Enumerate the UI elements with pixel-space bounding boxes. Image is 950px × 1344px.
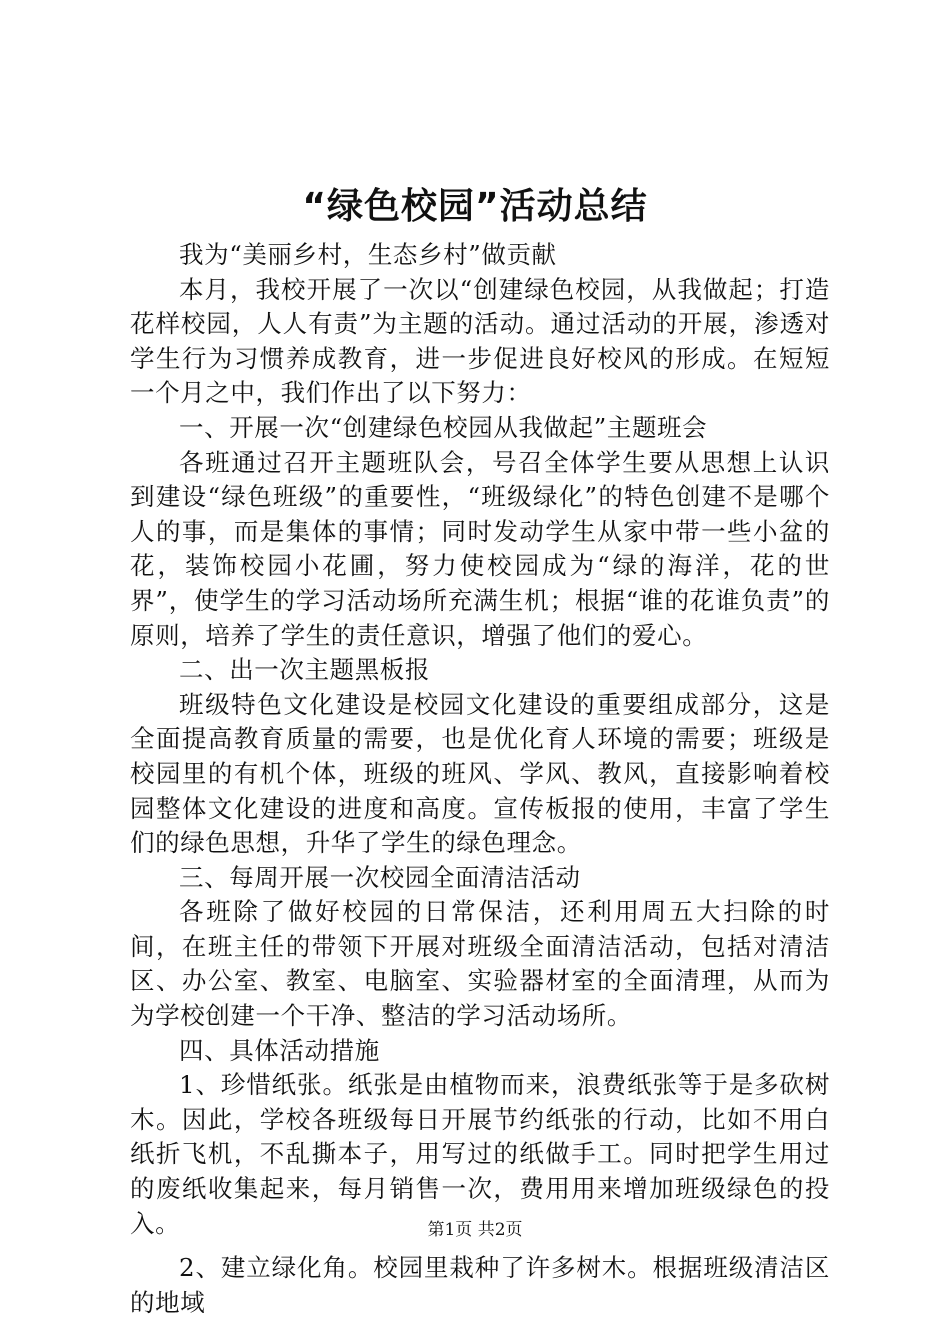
document-title: “绿色校园”活动总结	[302, 186, 648, 227]
paragraph-section-2: 班级特色文化建设是校园文化建设的重要组成部分，这是全面提高教育质量的需要，也是优化育人环境的需要；班级是校园里的有机个体，班级的班风、学风、教风，直接影响着校园整体文化建设的进度和高度。宣传板报的使用，丰富了学生们的绿色思想，升华了学生的绿色理念。	[130, 689, 830, 858]
paragraph-section-1: 各班通过召开主题班队会，号召全体学生要从思想上认识到建设“绿色班级”的重要性，“班级绿化”的特色创建不是哪个人的事，而是集体的事情；同时发动学生从家中带一些小盆的花，装饰校园小花圃，努力使校园成为“绿的海洋，花的世界”，使学生的学习活动场所充满生机；根据“谁的花谁负责”的原则，培养了学生的责任意识，增强了他们的爱心。	[130, 447, 830, 650]
paragraph-measure-2: 2、建立绿化角。校园里栽种了许多树木。根据班级清洁区的地域	[130, 1253, 830, 1317]
paragraph-intro: 本月，我校开展了一次以“创建绿色校园，从我做起；打造花样校园，人人有责”为主题的活动。通过活动的开展，渗透对学生行为习惯养成教育，进一步促进良好校风的形成。在短短一个月之中，我们作出了以下努力：	[130, 274, 830, 408]
page-footer: 第1页 共2页	[427, 1220, 523, 1240]
document-body	[130, 238, 830, 1320]
heading-section-2: 二、出一次主题黑板报	[179, 655, 430, 685]
heading-section-1: 一、开展一次“创建绿色校园从我做起”主题班会	[179, 412, 708, 442]
paragraph-section-3: 各班除了做好校园的日常保洁，还利用周五大扫除的时间，在班主任的带领下开展对班级全面清洁活动，包括对清洁区、办公室、教室、电脑室、实验器材室的全面清理，从而为为学校创建一个干净、整洁的学习活动场所。	[130, 897, 830, 1031]
heading-section-3: 三、每周开展一次校园全面清洁活动	[179, 862, 581, 892]
paragraph-measure-1: 1、珍惜纸张。纸张是由植物而来，浪费纸张等于是多砍树木。因此，学校各班级每日开展节约纸张的行动，比如不用白纸折飞机，不乱撕本子，用写过的纸做手工。同时把学生用过的废纸收集起来，每月销售一次，费用用来增加班级绿色的投入。	[130, 1070, 830, 1238]
heading-section-4: 四、具体活动措施	[179, 1035, 380, 1065]
paragraph-subtitle: 我为“美丽乡村，生态乡村”做贡献	[179, 240, 557, 269]
